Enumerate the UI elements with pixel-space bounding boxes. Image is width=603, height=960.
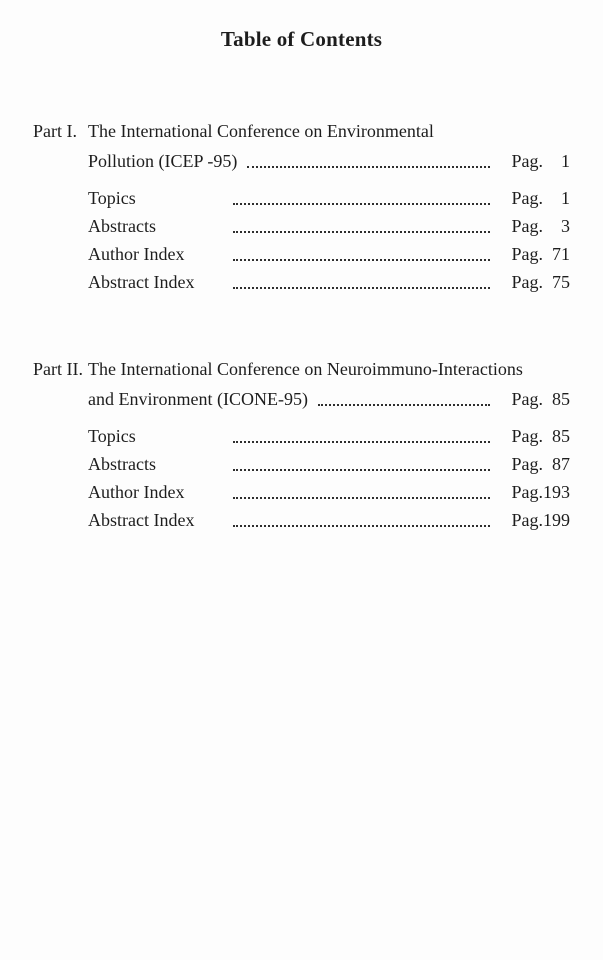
part-2-heading-line-1 (33, 354, 570, 384)
toc-entry-abstracts (33, 212, 570, 240)
dot-leader (233, 231, 490, 233)
page-number: 87 (552, 454, 570, 474)
entry-label: Author Index (88, 244, 185, 264)
page-number: 193 (543, 482, 570, 502)
part-1-items (33, 184, 570, 296)
pag-label: Pag. (511, 454, 543, 474)
toc-entry-abstract-index (33, 268, 570, 296)
part-section-2 (33, 354, 570, 534)
entry-label: Topics (88, 426, 136, 446)
part-2-title-continued: and Environment (ICONE-95) (88, 389, 308, 409)
part-2-label: Part II. (33, 359, 83, 379)
part-1-heading-line-1 (33, 116, 570, 146)
dot-leader (247, 166, 489, 168)
dot-leader (318, 404, 490, 406)
entry-label: Abstract Index (88, 272, 195, 292)
dot-leader (233, 259, 490, 261)
entry-label: Abstracts (88, 454, 156, 474)
part-1-title-continued: Pollution (ICEP -95) (88, 151, 238, 171)
page-number: 199 (543, 510, 570, 530)
dot-leader (233, 525, 490, 527)
toc-entry-topics (33, 184, 570, 212)
part-1-label: Part I. (33, 121, 77, 141)
part-2-heading-line-2 (33, 384, 570, 414)
pag-label: Pag. (511, 482, 543, 502)
entry-label: Abstract Index (88, 510, 195, 530)
pag-label: Pag. (511, 151, 543, 171)
dot-leader (233, 441, 490, 443)
page-number: 71 (552, 244, 570, 264)
entry-label: Topics (88, 188, 136, 208)
part-2-title: The International Conference on Neuroimmuno-Interactions (88, 359, 523, 379)
toc-entry-abstract-index (33, 506, 570, 534)
pag-label: Pag. (511, 216, 543, 236)
pag-label: Pag. (511, 244, 543, 264)
pag-label: Pag. (511, 426, 543, 446)
entry-label: Abstracts (88, 216, 156, 236)
page-number: 85 (552, 389, 570, 409)
pag-label: Pag. (511, 272, 543, 292)
toc-entry-topics (33, 422, 570, 450)
part-1-heading-line-2 (33, 146, 570, 176)
pag-label: Pag. (511, 188, 543, 208)
toc-entry-author-index (33, 478, 570, 506)
toc-entry-author-index (33, 240, 570, 268)
page-number: 3 (561, 216, 570, 236)
dot-leader (233, 469, 490, 471)
pag-label: Pag. (511, 389, 543, 409)
entry-label: Author Index (88, 482, 185, 502)
dot-leader (233, 203, 490, 205)
part-section-1 (33, 116, 570, 296)
page-number: 85 (552, 426, 570, 446)
page-number: 1 (561, 151, 570, 171)
dot-leader (233, 497, 490, 499)
page-title: Table of Contents (220, 27, 383, 51)
page-number: 1 (561, 188, 570, 208)
pag-label: Pag. (511, 510, 543, 530)
toc-entry-abstracts (33, 450, 570, 478)
part-2-items (33, 422, 570, 534)
page-number: 75 (552, 272, 570, 292)
dot-leader (233, 287, 490, 289)
part-1-title: The International Conference on Environmental (88, 121, 434, 141)
